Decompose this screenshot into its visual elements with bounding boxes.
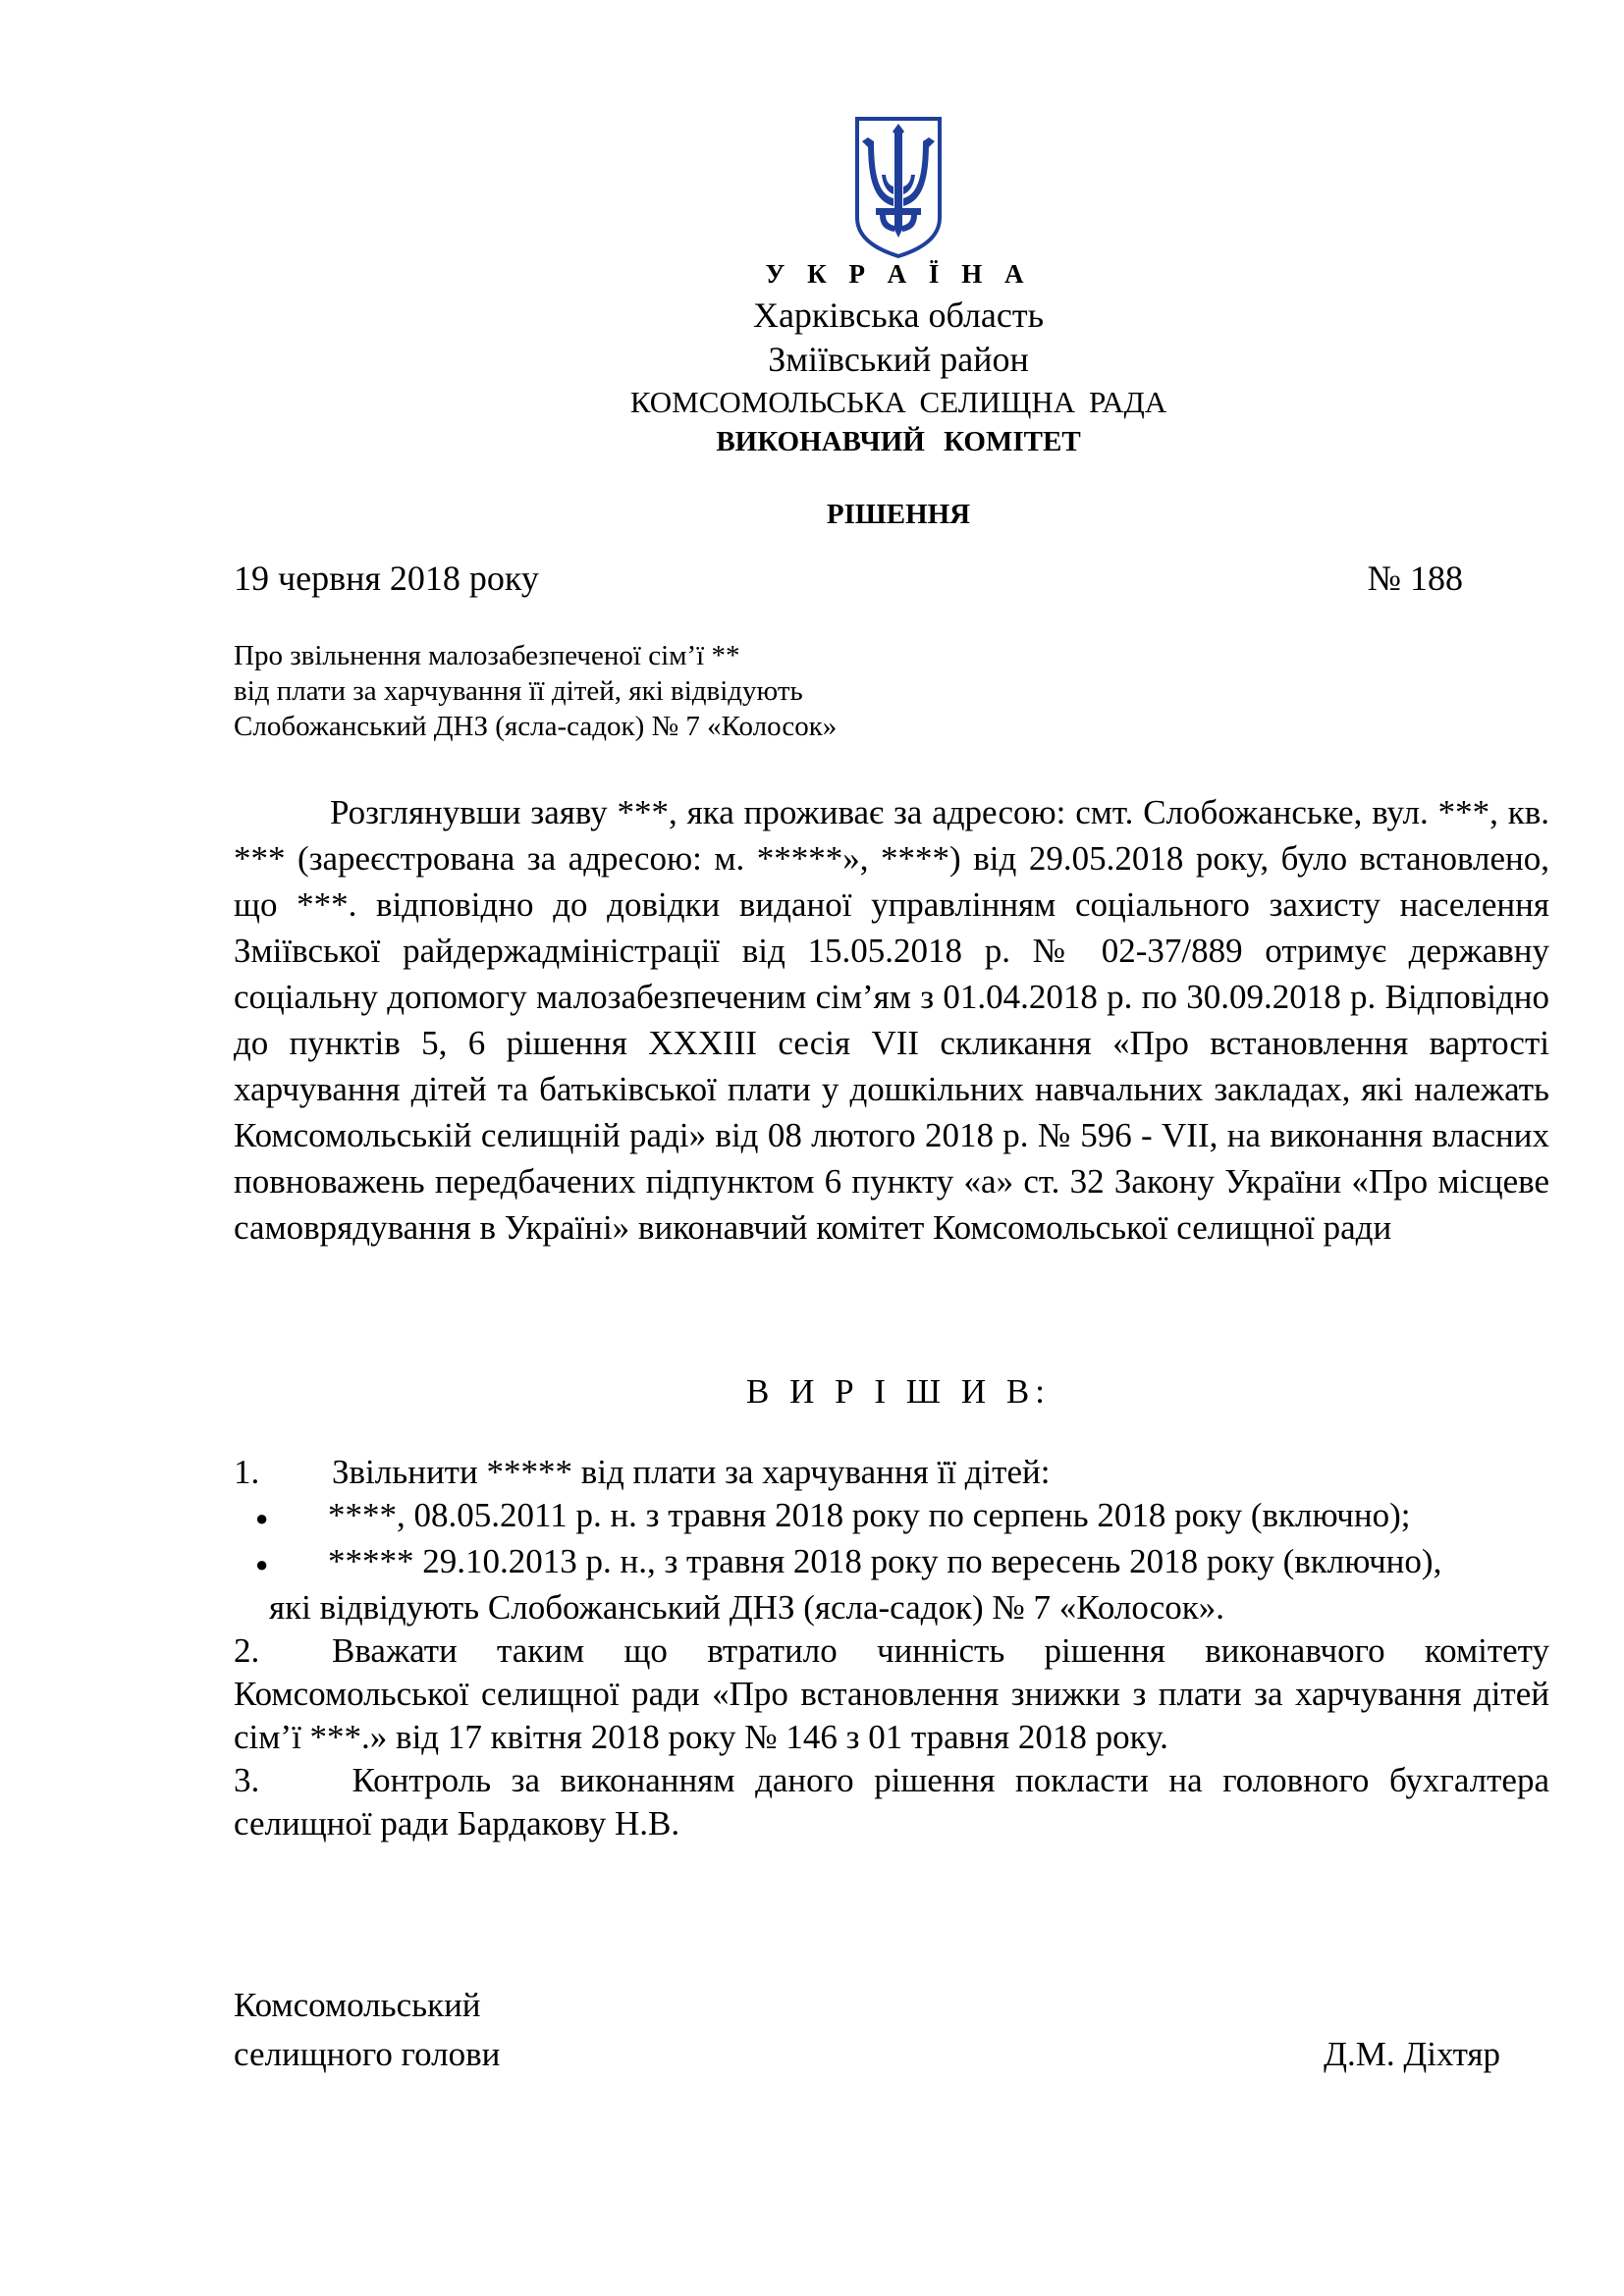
- bullet-icon: ●: [255, 1505, 269, 1530]
- raion-name: Зміївський район: [768, 340, 1029, 379]
- preamble-paragraph: Розглянувши заяву ***, яка проживає за адресою: смт. Слобожанське, вул. ***, кв. *** (зареєстрована за адресою: м. *****», ****) від 29.05.2018 року, було встановлено, що ***. відповідно до довідки виданої управлінням соціального захисту населення Зміївської райдержадміністрації від 15.05.2018 р. № 02-37/889 отримує державну соціальну допомогу малозабезпеченим сім’ям з 01.04.2018 р. по 30.09.2018 р. Відповідно до пунктів 5, 6 рішення XXXIII сесія VII скликання «Про встановлення вартості харчування дітей та батьківської плати у дошкільних навчальних закладах, які належать Комсомольській селищній раді» від 08 лютого 2018 р. № 596 - VII, на виконання власних повноважень передбачених підпунктом 6 пункту «а» ст. 32 Закону України «Про місцеве самоврядування в Україні» виконавчий комітет Комсомольської селищної ради: [234, 793, 1549, 1247]
- preamble: [234, 789, 1549, 1251]
- item-number: 3.: [234, 1760, 260, 1799]
- bullet-icon: ●: [255, 1551, 269, 1576]
- signatory-name: Д.М. Діхтяр: [1324, 2035, 1500, 2073]
- subject-line: Про звільнення малозабезпеченої сім’ї **: [234, 640, 740, 671]
- signatory-title: селищного голови: [234, 2035, 501, 2073]
- item-text: Вважати таким що втратило чинність рішення виконавчого комітету Комсомольської селищної ради «Про встановлення знижки з плати за харчування дітей сім’ї ***.» від 17 квітня 2018 року № 146 з 01 травня 2018 року.: [234, 1630, 1549, 1756]
- item-tail: які відвідують Слобожанський ДНЗ (ясла-садок) № 7 «Колосок».: [269, 1587, 1225, 1627]
- decision-number: № 188: [1367, 559, 1463, 598]
- bullet-text: ***** 29.10.2013 р. н., з травня 2018 року по вересень 2018 року (включно),: [328, 1541, 1442, 1580]
- signature-row: [234, 2030, 1500, 2079]
- item-number: 1.: [234, 1453, 260, 1491]
- document-type: РІШЕННЯ: [826, 499, 971, 530]
- list-item: [234, 1494, 1549, 1540]
- signatory-title: Комсомольський: [234, 1986, 481, 2024]
- oblast-name: Харківська область: [752, 295, 1045, 335]
- item-text: Контроль за виконанням даного рішення покласти на головного бухгалтера селищної ради Бардакову Н.В.: [234, 1760, 1549, 1842]
- item-number: 2.: [234, 1630, 260, 1670]
- trident-coat-of-arms-icon: [854, 116, 943, 259]
- decision-subject: [234, 638, 837, 744]
- decision-items: [234, 1451, 1549, 1845]
- date-number-line: [234, 558, 1463, 599]
- list-item: [234, 1540, 1549, 1586]
- item-text: Звільнити ***** від плати за харчування її дітей:: [332, 1453, 1051, 1491]
- bullet-text: ****, 08.05.2011 р. н. з травня 2018 року по серпень 2018 року (включно);: [328, 1496, 1411, 1534]
- decision-date: 19 червня 2018 року: [234, 559, 539, 598]
- decision-item: [234, 1451, 1549, 1494]
- committee-name: ВИКОНАВЧИЙ КОМІТЕТ: [716, 426, 1081, 457]
- decided-heading: В И Р І Ш И В:: [746, 1372, 1051, 1411]
- decision-item: [234, 1629, 1549, 1759]
- signature-block: [234, 1981, 1500, 2079]
- country-title: У К Р А Ї Н А: [765, 259, 1032, 289]
- decision-item: [234, 1759, 1549, 1845]
- council-name: КОМСОМОЛЬСЬКА СЕЛИЩНА РАДА: [629, 385, 1167, 419]
- subject-line: Слобожанський ДНЗ (ясла-садок) № 7 «Колосок»: [234, 711, 838, 742]
- subject-line: від плати за харчування її дітей, які відвідують: [234, 675, 803, 707]
